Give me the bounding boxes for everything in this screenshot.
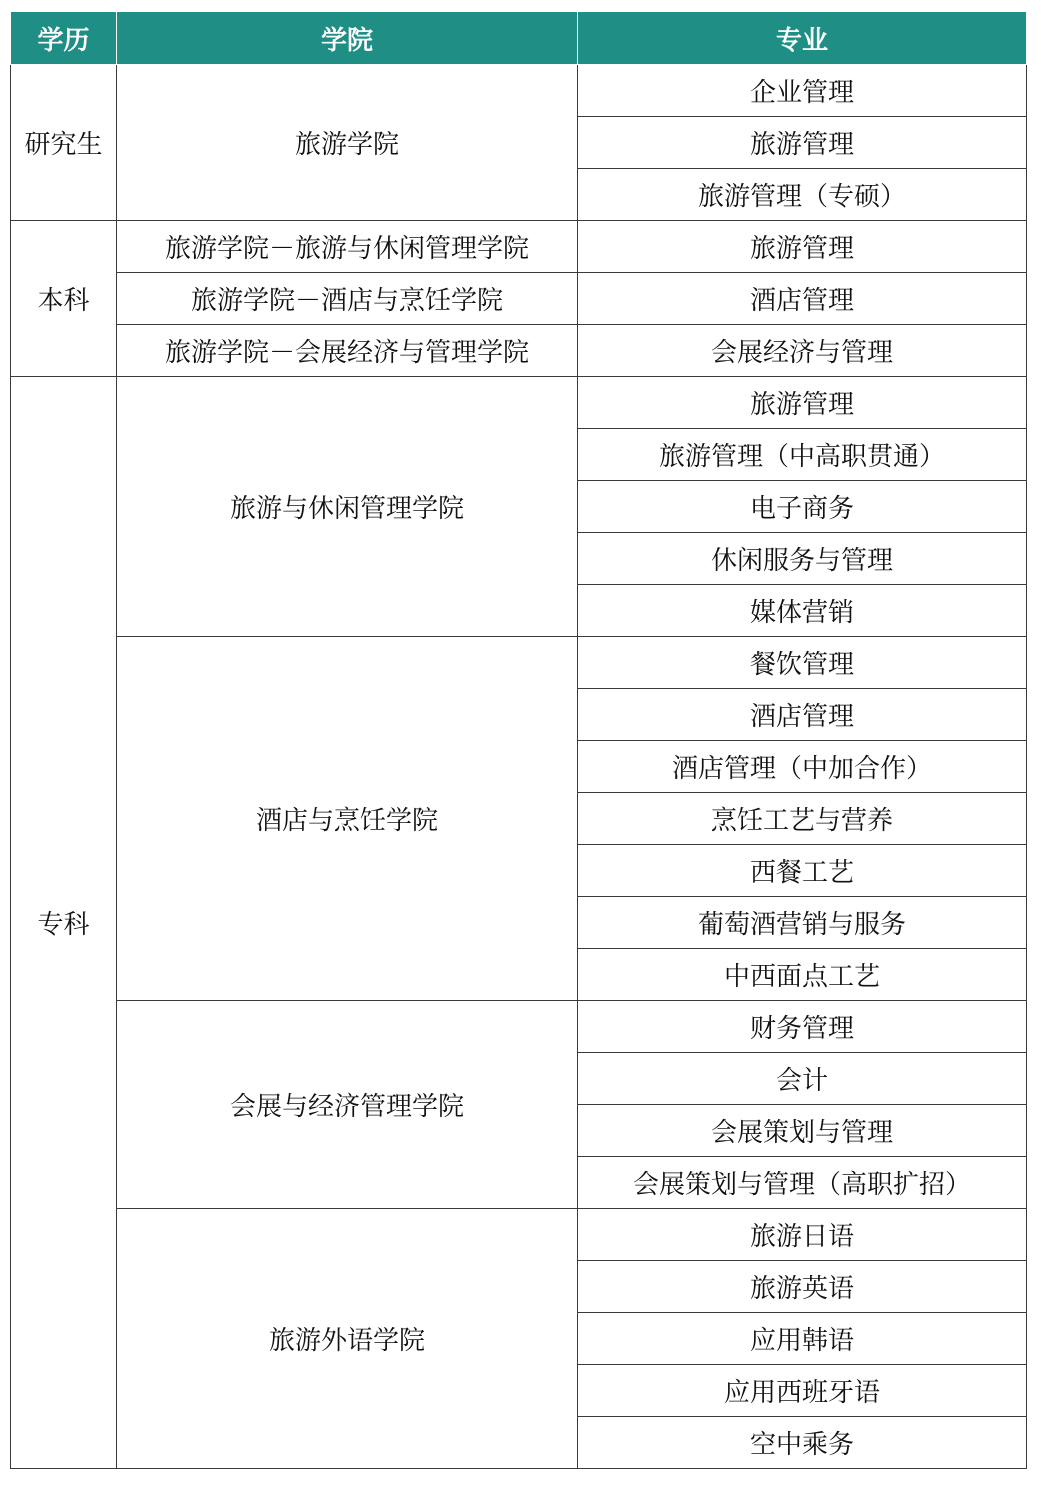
table-row: [11, 1001, 1027, 1053]
major-cell: 会展策划与管理: [578, 1105, 1027, 1157]
major-cell: 企业管理: [578, 65, 1027, 117]
table-body: [11, 65, 1027, 1469]
major-cell: 酒店管理: [578, 273, 1027, 325]
table-row: [11, 637, 1027, 689]
major-cell: 会计: [578, 1053, 1027, 1105]
major-cell: 酒店管理: [578, 689, 1027, 741]
table-row: [11, 377, 1027, 429]
college-cell: 酒店与烹饪学院: [117, 637, 578, 1001]
major-cell: 旅游管理: [578, 221, 1027, 273]
major-cell: 旅游管理: [578, 377, 1027, 429]
major-cell: 应用西班牙语: [578, 1365, 1027, 1417]
college-cell: 旅游与休闲管理学院: [117, 377, 578, 637]
college-cell: 旅游学院－旅游与休闲管理学院: [117, 221, 578, 273]
major-cell: 旅游管理（中高职贯通）: [578, 429, 1027, 481]
major-cell: 餐饮管理: [578, 637, 1027, 689]
table-row: [11, 65, 1027, 117]
degree-cell: 本科: [11, 221, 117, 377]
college-cell: 旅游学院: [117, 65, 578, 221]
header-row: [11, 12, 1027, 65]
table-row: [11, 325, 1027, 377]
header-degree: 学历: [11, 12, 117, 65]
major-cell: 电子商务: [578, 481, 1027, 533]
major-cell: 中西面点工艺: [578, 949, 1027, 1001]
college-cell: 旅游学院－会展经济与管理学院: [117, 325, 578, 377]
major-cell: 旅游英语: [578, 1261, 1027, 1313]
table-row: [11, 221, 1027, 273]
major-cell: 应用韩语: [578, 1313, 1027, 1365]
major-cell: 烹饪工艺与营养: [578, 793, 1027, 845]
degree-cell: 专科: [11, 377, 117, 1469]
major-cell: 旅游日语: [578, 1209, 1027, 1261]
major-cell: 会展策划与管理（高职扩招）: [578, 1157, 1027, 1209]
major-table: [10, 11, 1027, 1469]
major-cell: 空中乘务: [578, 1417, 1027, 1469]
college-cell: 旅游外语学院: [117, 1209, 578, 1469]
table-row: [11, 273, 1027, 325]
major-cell: 旅游管理: [578, 117, 1027, 169]
major-cell: 休闲服务与管理: [578, 533, 1027, 585]
degree-cell: 研究生: [11, 65, 117, 221]
college-cell: 会展与经济管理学院: [117, 1001, 578, 1209]
major-cell: 旅游管理（专硕）: [578, 169, 1027, 221]
header-college: 学院: [117, 12, 578, 65]
major-cell: 葡萄酒营销与服务: [578, 897, 1027, 949]
major-cell: 财务管理: [578, 1001, 1027, 1053]
table-header: [11, 12, 1027, 65]
major-cell: 媒体营销: [578, 585, 1027, 637]
major-cell: 酒店管理（中加合作）: [578, 741, 1027, 793]
header-major: 专业: [578, 12, 1027, 65]
college-cell: 旅游学院－酒店与烹饪学院: [117, 273, 578, 325]
major-cell: 西餐工艺: [578, 845, 1027, 897]
major-cell: 会展经济与管理: [578, 325, 1027, 377]
table-row: [11, 1209, 1027, 1261]
